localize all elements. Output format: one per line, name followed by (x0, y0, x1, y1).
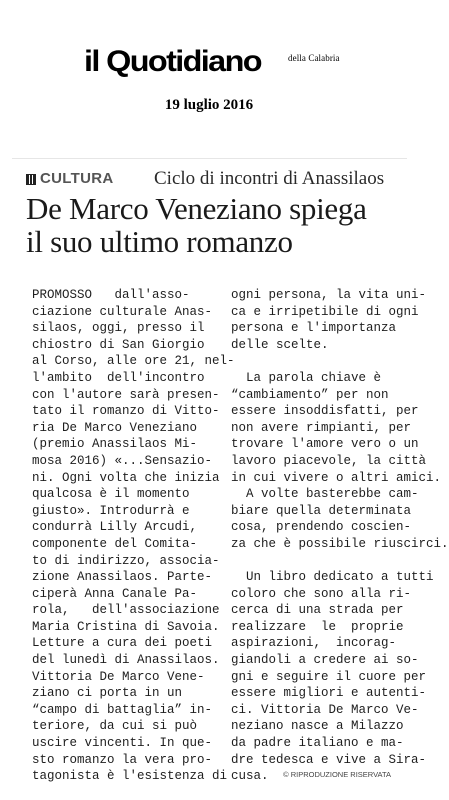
text-line: zione Anassilaos. Parte- (32, 570, 213, 585)
text-line: non avere rimpianti, per (231, 420, 412, 435)
text-line: del lunedì di Anassilaos. (32, 653, 220, 668)
text-line: l'ambito dell'incontro (32, 370, 205, 385)
text-line: dre tedesca e vive a Sira- (231, 752, 427, 767)
text-line: delle scelte. (231, 337, 329, 352)
text-line: ria De Marco Veneziano (32, 420, 198, 435)
text-line: cerca di una strada per (231, 603, 404, 618)
text-line: sto romanzo la vera pro- (32, 752, 213, 767)
article-clipping (12, 158, 449, 787)
text-line: gni e seguire il cuore per (231, 669, 427, 684)
text-line: tato il romanzo di Vitto- (32, 404, 220, 419)
headline-line: il suo ultimo romanzo (26, 224, 293, 259)
text-line: cusa. (231, 769, 269, 784)
text-line: coloro che sono alla ri- (231, 586, 412, 601)
text-line: con l'autore sarà presen- (32, 387, 220, 402)
text-line: (premio Anassilaos Mi- (32, 437, 198, 452)
text-line: al Corso, alle ore 21, nel- (32, 354, 235, 369)
article-headline (26, 192, 406, 258)
text-line: chiostro di San Giorgio (32, 337, 205, 352)
headline-line: De Marco Veneziano spiega (26, 191, 367, 226)
newspaper-logo: il Quotidiano (84, 45, 261, 78)
newspaper-logo-subtitle: della Calabria (288, 53, 340, 63)
paragraph-gap (231, 553, 403, 570)
text-line: to di indirizzo, associa- (32, 553, 220, 568)
text-line: persona e l'importanza (231, 321, 397, 336)
text-line: giusto». Introdurrà e (32, 503, 190, 518)
text-line: da padre italiano e ma- (231, 736, 404, 751)
text-line: componente del Comita- (32, 536, 198, 551)
text-line: za che è possibile riuscirci. (231, 536, 449, 551)
text-line: ni. Ogni volta che inizia (32, 470, 220, 485)
text-line: Vittoria De Marco Vene- (32, 669, 205, 684)
text-line: “campo di battaglia” in- (32, 702, 213, 717)
text-line: cosa, prendendo coscien- (231, 520, 412, 535)
text-line: ciperà Anna Canale Pa- (32, 586, 198, 601)
paragraph-gap (231, 353, 403, 370)
text-line: PROMOSSO dall'asso- (32, 288, 190, 302)
text-line: ca e irripetibile di ogni (231, 304, 419, 319)
section-square-icon (26, 174, 36, 185)
masthead (56, 35, 346, 125)
text-line: tagonista è l'esistenza di (32, 769, 228, 784)
text-line: condurrà Lilly Arcudi, (32, 520, 198, 535)
text-line: trovare l'amore vero o un (231, 437, 419, 452)
article-column-right (231, 287, 449, 785)
text-line: teriore, da cui si può (32, 719, 198, 734)
text-line: lavoro piacevole, la città (231, 453, 427, 468)
article-column-left (32, 287, 235, 785)
text-line: mosa 2016) «...Sensazio- (32, 453, 213, 468)
text-line: essere insoddisfatti, per (231, 404, 419, 419)
text-line: in cui vivere o altri amici. (231, 470, 442, 485)
text-line: Maria Cristina di Savoia. (32, 619, 220, 634)
text-line: uscire vincenti. In que- (32, 736, 213, 751)
text-line: qualcosa è il momento (32, 487, 190, 502)
text-line: silaos, oggi, presso il (32, 321, 205, 336)
text-line: ci. Vittoria De Marco Ve- (231, 702, 419, 717)
text-line: rola, dell'associazione (32, 603, 220, 618)
text-line: “cambiamento” per non (231, 387, 389, 402)
text-line: essere migliori e autenti- (231, 686, 427, 701)
text-line: giandoli a credere ai so- (231, 653, 419, 668)
article-kicker: Ciclo di incontri di Anassilaos (154, 168, 385, 189)
section-label: CULTURA (40, 170, 114, 187)
text-line: ogni persona, la vita uni- (231, 288, 427, 302)
text-line: biare quella determinata (231, 503, 412, 518)
copyright-notice: © RIPRODUZIONE RISERVATA (283, 770, 391, 779)
publication-date: 19 luglio 2016 (164, 97, 254, 113)
text-line: realizzare le proprie (231, 619, 404, 634)
text-line: Un libro dedicato a tutti (231, 570, 434, 585)
text-line: ziano ci porta in un (32, 686, 183, 701)
text-line: neziano nasce a Milazzo (231, 719, 404, 734)
text-line: aspirazioni, incorag- (231, 636, 397, 651)
text-line: Letture a cura dei poeti (32, 636, 213, 651)
text-line: ciazione culturale Anas- (32, 304, 213, 319)
text-line: La parola chiave è (231, 370, 382, 385)
text-line: A volte basterebbe cam- (231, 487, 419, 502)
